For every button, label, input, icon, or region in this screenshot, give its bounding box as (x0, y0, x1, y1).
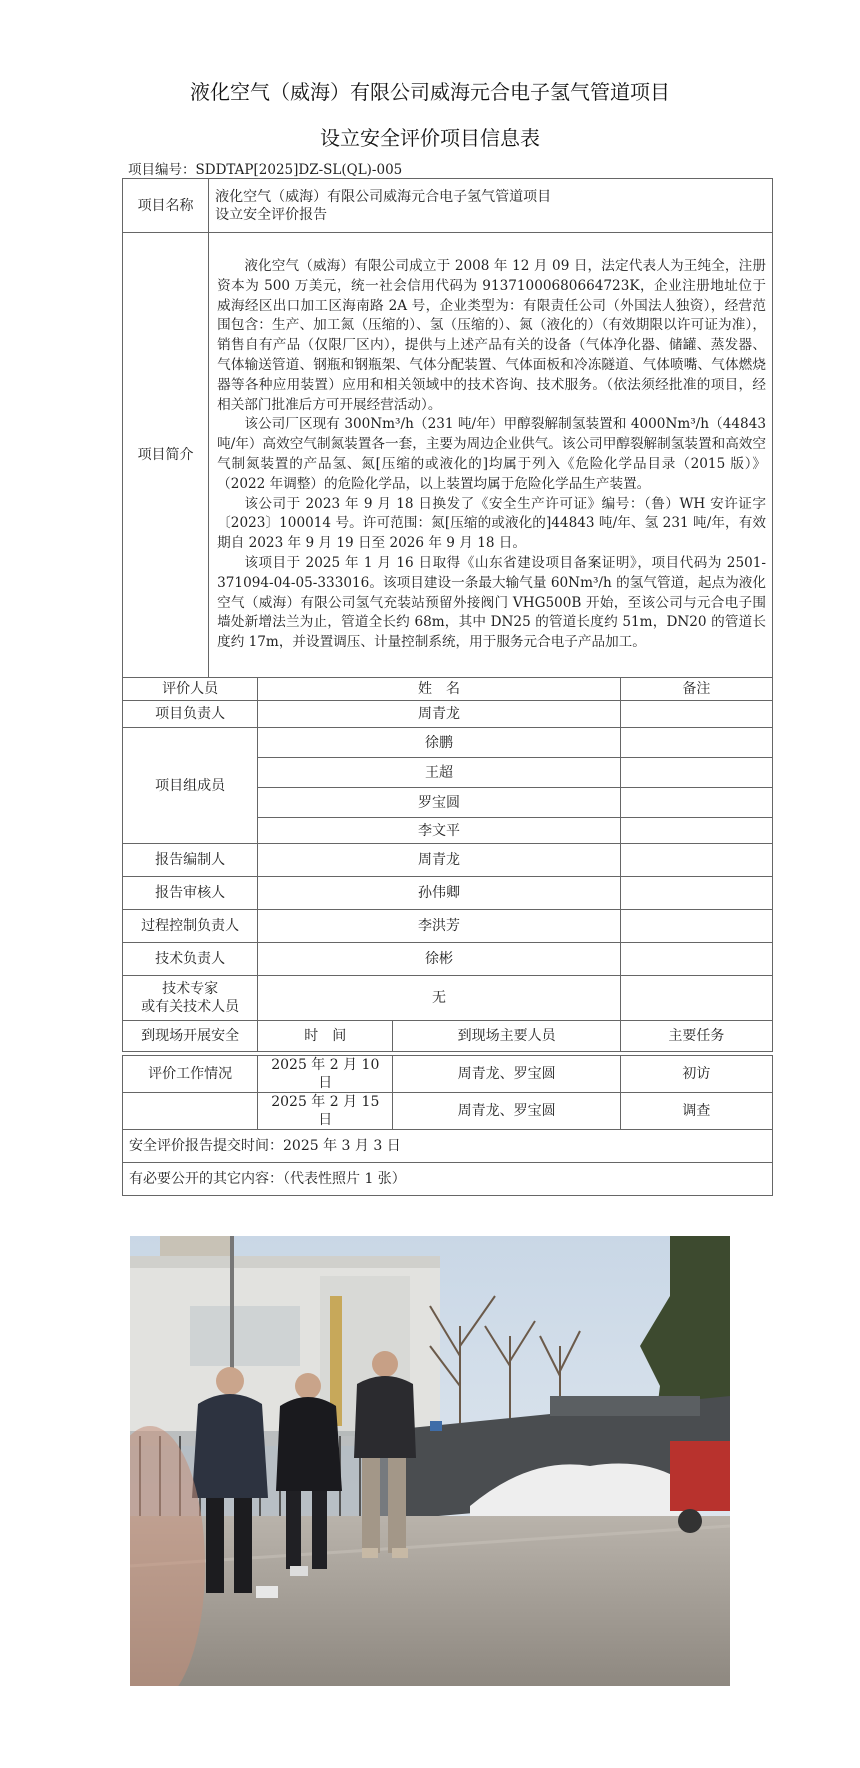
header-task: 主要任务 (620, 1021, 772, 1052)
visit-date: 2025 年 2 月 15 日 (258, 1093, 393, 1130)
other-content: 有必要公开的其它内容：（代表性照片 1 张） (123, 1163, 773, 1196)
header-people: 到现场主要人员 (393, 1021, 620, 1052)
document-title-line1: 液化空气（威海）有限公司威海元合电子氢气管道项目 (190, 80, 670, 104)
team-member: 李文平 (258, 818, 621, 844)
note-cell (620, 728, 772, 758)
expert-label-line2: 或有关技术人员 (141, 999, 240, 1015)
site-visit-table (122, 1055, 773, 1196)
note-cell (620, 844, 772, 877)
person-name: 孙伟卿 (258, 877, 621, 910)
note-cell (620, 758, 772, 788)
role-label: 报告审核人 (123, 877, 258, 910)
visit-people: 周青龙、罗宝圆 (393, 1093, 620, 1130)
team-member: 王超 (258, 758, 621, 788)
representative-photo (130, 1236, 730, 1686)
note-cell (620, 976, 772, 1021)
header-note: 备注 (620, 678, 772, 701)
project-number: 项目编号：SDDTAP[2025]DZ-SL(QL)-005 (128, 162, 403, 178)
visit-task: 初访 (620, 1056, 772, 1093)
header-role: 评价人员 (123, 678, 258, 701)
note-cell (620, 818, 772, 844)
intro-paragraph: 该公司于 2023 年 9 月 18 日换发了《安全生产许可证》编号：（鲁）WH 安许证字〔2023〕100014 号。许可范围：氮[压缩的或液化的]44843 吨/年、氢 231 吨/年，有效期自 2023 年 9 月 19 日至 2026 年 9 月 18 日。 (217, 495, 766, 552)
visit-people: 周青龙、罗宝圆 (393, 1056, 620, 1093)
project-name-line2: 设立安全评价报告 (215, 206, 328, 223)
note-cell (620, 701, 772, 728)
person-name: 徐彬 (258, 943, 621, 976)
person-name: 李洪芳 (258, 910, 621, 943)
project-name-line1: 液化空气（威海）有限公司威海元合电子氢气管道项目 (215, 188, 552, 205)
project-intro-text (209, 233, 773, 678)
site-work-label-line2: 评价工作情况 (123, 1056, 258, 1093)
person-name: 周青龙 (258, 701, 621, 728)
project-name-label: 项目名称 (123, 179, 209, 233)
site-work-table (122, 1020, 773, 1052)
note-cell (620, 877, 772, 910)
info-table (122, 178, 773, 678)
role-label: 技术负责人 (123, 943, 258, 976)
visit-date: 2025 年 2 月 10 日 (258, 1056, 393, 1093)
intro-paragraph: 液化空气（威海）有限公司成立于 2008 年 12 月 09 日，法定代表人为王纯全，注册资本为 500 万美元，统一社会信用代码为 91371000680664723K，企业注册地址位于威海经区出口加工区海南路 2A 号，企业类型为：有限责任公司（外国法人独资），经营范围包含：生产、加工氮（压缩的）、氢（压缩的）、氮（液化的）（有效期限以许可证为准），销售自有产品（仅限厂区内），提供与上述产品有关的设备（气体净化器、储罐、蒸发器、气体输送管道、钢瓶和钢瓶架、气体分配装置、气体面板和冷冻隧道、气体喷嘴、气体燃烧器等各种应用装置）应用和相关领域中的技术咨询、技术服务。（依法须经批准的项目，经相关部门批准后方可开展经营活动）。 (217, 258, 766, 413)
person-name: 周青龙 (258, 844, 621, 877)
note-cell (620, 788, 772, 818)
intro-paragraph: 该项目于 2025 年 1 月 16 日取得《山东省建设项目备案证明》，项目代码为 2501-371094-04-05-333016。该项目建设一条最大输气量 60Nm³/h 的氢气管道，起点为液化空气（威海）有限公司氢气充装站预留外接阀门 VHG500B 开始，至该公司与元合电子围墙处新增法兰为止，管道全长约 68m，其中 DN25 的管道长度约 51m，DN20 的管道长度约 17m，并设置调压、计量控制系统，用于服务元合电子产品加工。 (217, 554, 766, 651)
role-label: 项目负责人 (123, 701, 258, 728)
expert-label (123, 976, 258, 1021)
expert-name: 无 (258, 976, 621, 1021)
site-work-label-line1: 到现场开展安全 (123, 1021, 258, 1052)
note-cell (620, 943, 772, 976)
project-intro-label: 项目简介 (123, 233, 209, 678)
submission-time: 安全评价报告提交时间：2025 年 3 月 3 日 (123, 1130, 773, 1163)
note-cell (620, 910, 772, 943)
role-label: 过程控制负责人 (123, 910, 258, 943)
expert-label-line1: 技术专家 (162, 981, 219, 997)
site-work-label-empty (123, 1093, 258, 1130)
personnel-table (122, 677, 773, 1021)
header-time: 时 间 (258, 1021, 393, 1052)
role-label: 报告编制人 (123, 844, 258, 877)
project-name-value (209, 179, 773, 233)
visit-task: 调查 (620, 1093, 772, 1130)
header-name: 姓 名 (258, 678, 621, 701)
document-title-line2: 设立安全评价项目信息表 (320, 126, 540, 150)
intro-paragraph: 该公司厂区现有 300Nm³/h（231 吨/年）甲醇裂解制氢装置和 4000Nm³/h（44843 吨/年）高效空气制氮装置各一套，主要为周边企业供气。该公司甲醇裂解制氢装置和高效空气制氮装置的产品氢、氮[压缩的或液化的]均属于列入《危险化学品目录（2015 版）》（2022 年调整）的危险化学品，以上装置均属于危险化学品生产装置。 (217, 416, 766, 492)
team-member: 罗宝圆 (258, 788, 621, 818)
team-label: 项目组成员 (123, 728, 258, 844)
team-member: 徐鹏 (258, 728, 621, 758)
